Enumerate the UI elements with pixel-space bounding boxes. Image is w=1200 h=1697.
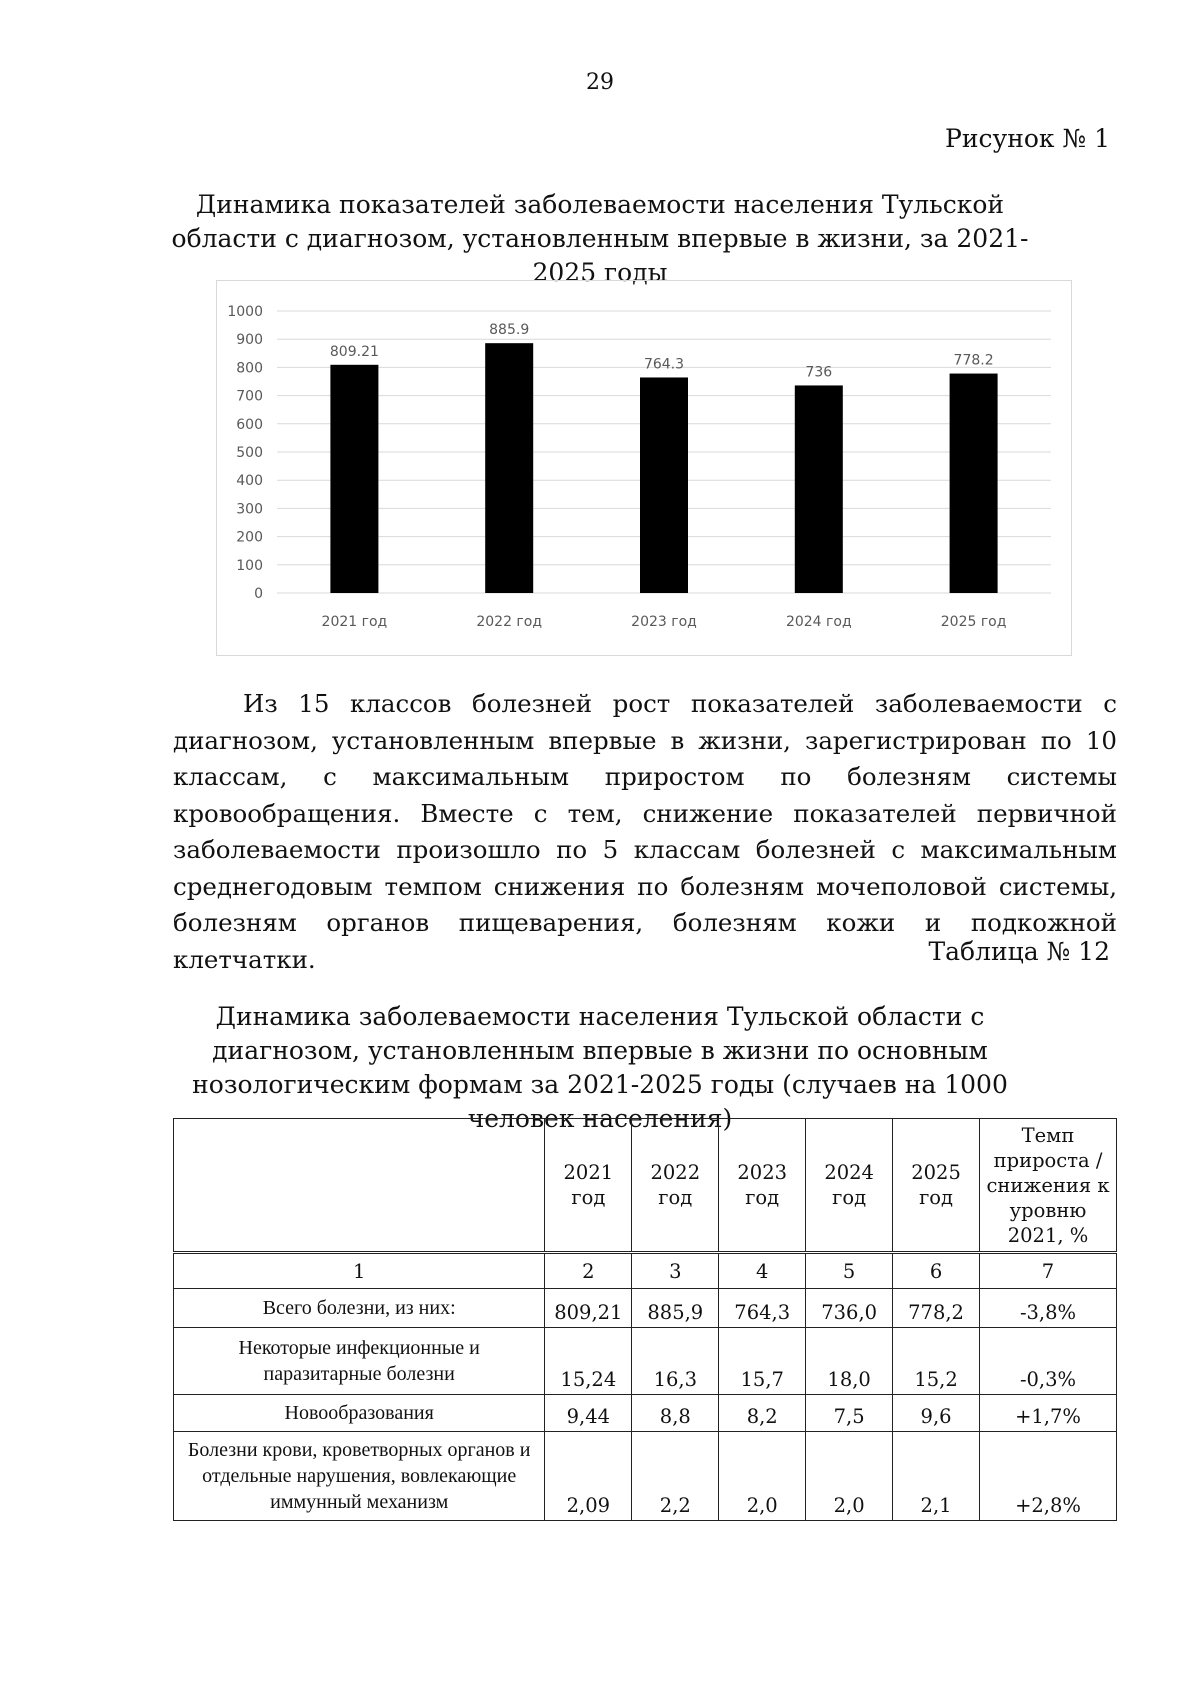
page-number: 29 [586,70,614,95]
table-cell: 8,2 [719,1395,806,1432]
data-label: 736 [805,364,833,381]
x-tick-label: 2022 год [476,614,543,630]
table-cell: 736,0 [806,1289,893,1328]
table-header-row [174,1119,1117,1253]
bar [485,343,533,593]
table-cell: 15,2 [893,1328,980,1395]
table-cell: 16,3 [632,1328,719,1395]
bar [795,385,843,593]
table-row [174,1328,1117,1395]
bar [950,374,998,593]
table-cell: 2,2 [632,1432,719,1521]
row-name: Некоторые инфекционные и паразитарные болезни [174,1328,545,1395]
table-cell: 15,7 [719,1328,806,1395]
y-tick-label: 100 [236,557,263,574]
table-row [174,1395,1117,1432]
table-cell: 15,24 [545,1328,632,1395]
table-cell: 18,0 [806,1328,893,1395]
x-tick-label: 2025 год [940,614,1007,630]
bar-chart [217,281,1071,655]
x-tick-label: 2024 год [785,614,852,630]
row-name: Всего болезни, из них: [174,1289,545,1328]
table-row [174,1432,1117,1521]
y-tick-label: 200 [236,529,263,546]
table-cell: 7,5 [806,1395,893,1432]
header-cell: 2021 год [545,1119,632,1253]
y-tick-label: 700 [236,388,263,405]
table-cell: +2,8% [980,1432,1117,1521]
data-label: 764.3 [643,356,685,373]
bar [640,377,688,593]
header-cell: 2024 год [806,1119,893,1253]
table-title: Динамика заболеваемости населения Тульской области с диагнозом, установленным впервые в жизни по основным нозологическим формам за 2021-2025 годы (случаев на 1000 человек населения) [192,1002,1008,1133]
y-tick-label: 400 [236,473,263,490]
y-tick-label: 900 [236,332,263,349]
table-cell: 885,9 [632,1289,719,1328]
column-number: 7 [980,1253,1117,1289]
y-tick-label: 0 [254,586,263,602]
table-cell: 809,21 [545,1289,632,1328]
header-cell: 2023 год [719,1119,806,1253]
morbidity-table [173,1118,1117,1521]
table-cell: 9,44 [545,1395,632,1432]
column-number: 4 [719,1253,806,1289]
column-number: 1 [174,1253,545,1289]
y-tick-label: 800 [236,360,263,377]
table-cell: +1,7% [980,1395,1117,1432]
table-cell: 2,0 [719,1432,806,1521]
table-cell: 778,2 [893,1289,980,1328]
data-label: 885.9 [489,322,530,339]
column-number: 6 [893,1253,980,1289]
figure-title: Динамика показателей заболеваемости населения Тульской области с диагнозом, установленным впервые в жизни, за 2021-2025 годы [171,190,1029,287]
figure-label: Рисунок № 1 [945,124,1110,153]
column-number: 2 [545,1253,632,1289]
table-cell: -3,8% [980,1289,1117,1328]
table-row [174,1289,1117,1328]
bar-chart-frame [216,280,1072,656]
body-paragraph: Из 15 классов болезней рост показателей заболеваемости с диагнозом, установленным впервые в жизни, зарегистрирован по 10 классам, с максимальным приростом по болезням системы кровообращения. Вместе с тем, снижение показателей первичной заболеваемости произошло по 5 классам болезней с максимальным среднегодовым темпом снижения по болезням мочеполовой системы, болезням органов пищеварения, болезням кожи и подкожной клетчатки. [173,689,1117,974]
table-cell: -0,3% [980,1328,1117,1395]
x-tick-label: 2021 год [321,614,388,630]
table-cell: 764,3 [719,1289,806,1328]
column-number-row [174,1253,1117,1289]
data-label: 778.2 [953,352,994,369]
table-cell: 2,1 [893,1432,980,1521]
header-cell: 2025 год [893,1119,980,1253]
row-name: Новообразования [174,1395,545,1432]
x-tick-label: 2023 год [631,614,697,630]
table-cell: 8,8 [632,1395,719,1432]
table-cell: 2,09 [545,1432,632,1521]
y-tick-label: 500 [236,445,263,461]
header-cell: 2022 год [632,1119,719,1253]
table-label: Таблица № 12 [928,937,1110,966]
column-number: 3 [632,1253,719,1289]
y-tick-label: 600 [236,416,263,433]
table-cell: 2,0 [806,1432,893,1521]
table-cell: 9,6 [893,1395,980,1432]
header-cell [174,1119,545,1253]
y-tick-label: 300 [236,501,263,518]
bar [330,365,378,593]
row-name: Болезни крови, кроветворных органов и отдельные нарушения, вовлекающие иммунный механизм [174,1432,545,1521]
y-tick-label: 1000 [227,304,263,320]
data-label: 809.21 [329,343,379,360]
header-cell: Темп прироста /снижения к уровню 2021, % [980,1119,1117,1253]
column-number: 5 [806,1253,893,1289]
